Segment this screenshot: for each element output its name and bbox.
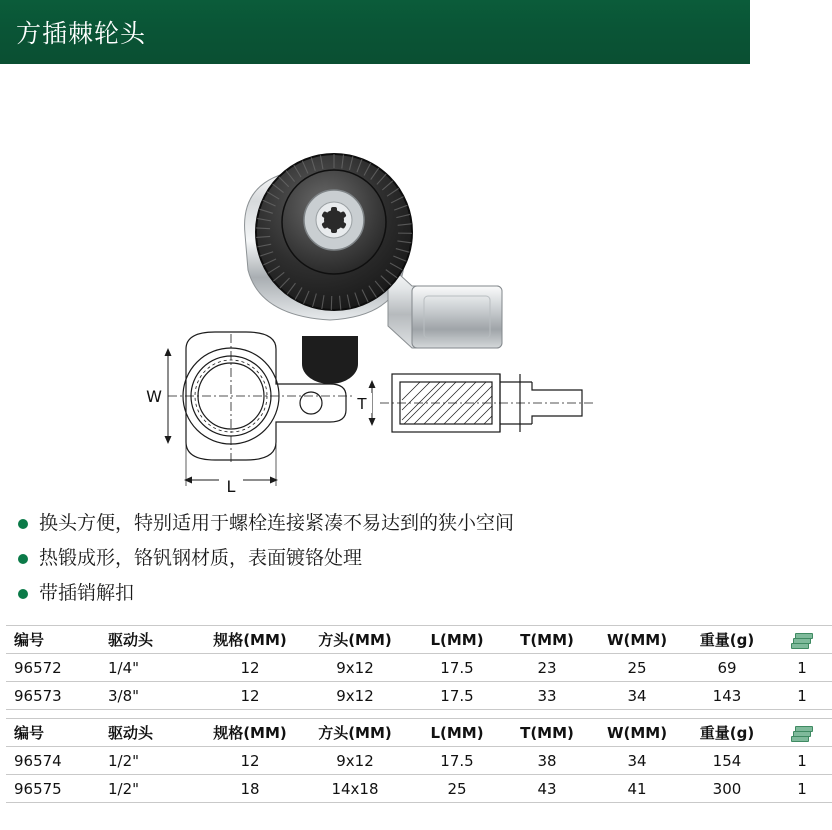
column-header-t: T(MM) <box>502 626 592 654</box>
feature-list <box>0 504 750 623</box>
spec-table-1 <box>6 625 832 718</box>
cell-square: 9x12 <box>298 747 412 775</box>
column-header-w: W(MM) <box>592 719 682 747</box>
table-row <box>6 682 832 710</box>
cell-t: 38 <box>502 747 592 775</box>
table-spacer <box>6 710 832 719</box>
spec-tables <box>0 623 807 803</box>
column-header-pack <box>772 626 832 654</box>
cell-weight: 143 <box>682 682 772 710</box>
cell-spec: 12 <box>202 747 298 775</box>
cell-weight: 154 <box>682 747 772 775</box>
cell-w: 34 <box>592 747 682 775</box>
cell-square: 9x12 <box>298 654 412 682</box>
cell-w: 34 <box>592 682 682 710</box>
cell-spec: 12 <box>202 654 298 682</box>
technical-drawing-graphic <box>0 324 750 504</box>
cell-code: 96573 <box>6 682 100 710</box>
cell-drive: 1/2" <box>100 775 202 803</box>
column-header-w: W(MM) <box>592 626 682 654</box>
list-item <box>18 580 750 606</box>
cell-drive: 1/2" <box>100 747 202 775</box>
cell-l: 17.5 <box>412 682 502 710</box>
cell-square: 14x18 <box>298 775 412 803</box>
list-item <box>18 545 750 571</box>
cell-t: 33 <box>502 682 592 710</box>
pack-icon <box>791 726 813 740</box>
product-photo-graphic <box>0 64 750 324</box>
cell-code: 96574 <box>6 747 100 775</box>
cell-l: 17.5 <box>412 654 502 682</box>
column-header-t: T(MM) <box>502 719 592 747</box>
cell-drive: 3/8" <box>100 682 202 710</box>
column-header-drive: 驱动头 <box>100 719 202 747</box>
column-header-l: L(MM) <box>412 626 502 654</box>
column-header-weight: 重量(g) <box>682 626 772 654</box>
column-header-square: 方头(MM) <box>298 626 412 654</box>
dimension-label-w: W <box>146 387 162 406</box>
list-item <box>18 510 750 536</box>
column-header-code: 编号 <box>6 626 100 654</box>
column-header-drive: 驱动头 <box>100 626 202 654</box>
cell-code: 96572 <box>6 654 100 682</box>
cell-t: 43 <box>502 775 592 803</box>
column-header-weight: 重量(g) <box>682 719 772 747</box>
feature-text: 热锻成形，铬钒钢材质，表面镀铬处理 <box>39 547 363 569</box>
spec-table-2 <box>6 718 832 803</box>
cell-weight: 300 <box>682 775 772 803</box>
cell-code: 96575 <box>6 775 100 803</box>
column-header-spec: 规格(MM) <box>202 626 298 654</box>
bullet-dot-icon <box>18 554 28 564</box>
column-header-l: L(MM) <box>412 719 502 747</box>
column-header-pack <box>772 719 832 747</box>
cell-l: 25 <box>412 775 502 803</box>
feature-text: 换头方便，特别适用于螺栓连接紧凑不易达到的狭小空间 <box>39 512 515 534</box>
column-header-square: 方头(MM) <box>298 719 412 747</box>
cell-weight: 69 <box>682 654 772 682</box>
cell-l: 17.5 <box>412 747 502 775</box>
table-header-row <box>6 719 832 747</box>
cell-spec: 12 <box>202 682 298 710</box>
bullet-dot-icon <box>18 589 28 599</box>
cell-pack-qty: 1 <box>772 775 832 803</box>
dimension-label-t: T <box>357 395 367 413</box>
table-row <box>6 654 832 682</box>
cell-square: 9x12 <box>298 682 412 710</box>
table-row <box>6 775 832 803</box>
pack-icon <box>791 633 813 647</box>
cell-drive: 1/4" <box>100 654 202 682</box>
bullet-dot-icon <box>18 519 28 529</box>
cell-pack-qty: 1 <box>772 682 832 710</box>
cell-w: 25 <box>592 654 682 682</box>
page-header <box>0 0 750 64</box>
column-header-spec: 规格(MM) <box>202 719 298 747</box>
cell-pack-qty: 1 <box>772 747 832 775</box>
table-header-row <box>6 626 832 654</box>
cell-spec: 18 <box>202 775 298 803</box>
cell-t: 23 <box>502 654 592 682</box>
product-photo <box>0 64 750 324</box>
cell-pack-qty: 1 <box>772 654 832 682</box>
column-header-code: 编号 <box>6 719 100 747</box>
feature-text: 带插销解扣 <box>39 582 135 604</box>
dimension-label-l: L <box>226 477 236 496</box>
technical-drawing <box>0 324 750 504</box>
table-row <box>6 747 832 775</box>
page-title: 方插棘轮头 <box>16 19 147 48</box>
cell-w: 41 <box>592 775 682 803</box>
